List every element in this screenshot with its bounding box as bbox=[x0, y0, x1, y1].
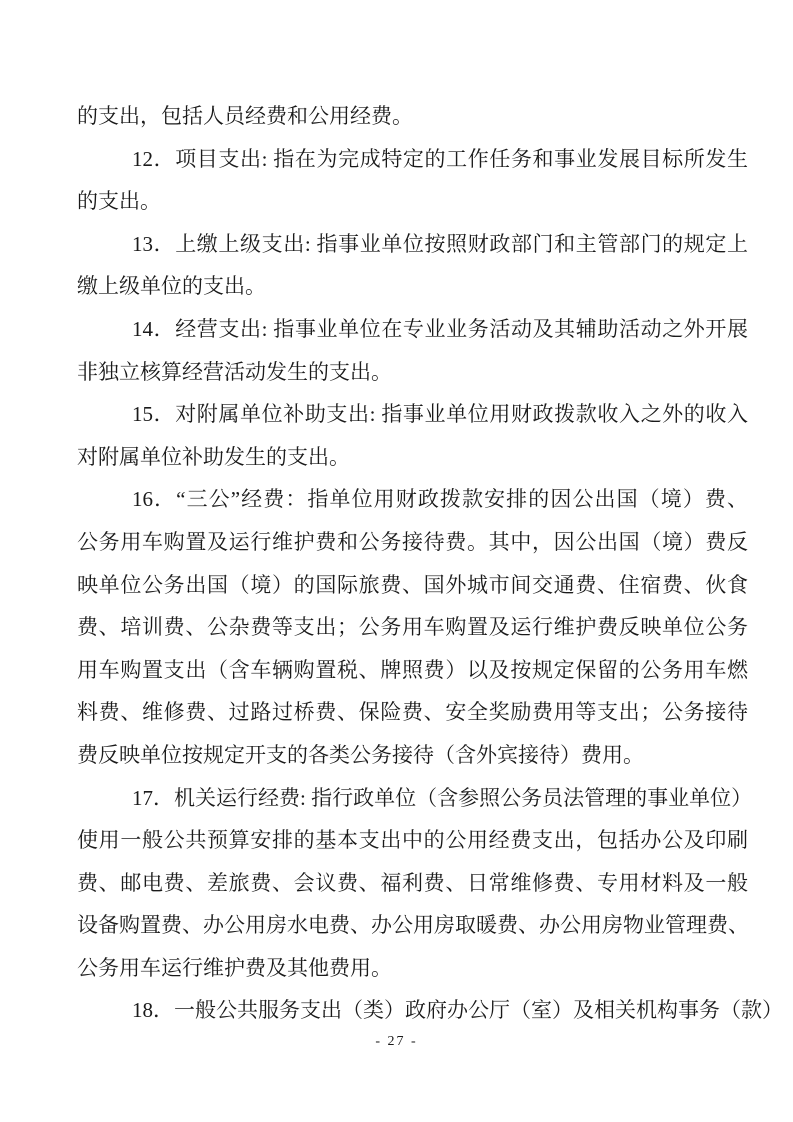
text-line: 公务用车购置及运行维护费和公务接待费。其中，因公出国（境）费反 bbox=[77, 529, 748, 554]
text-line: 的支出。 bbox=[77, 189, 161, 214]
text-line: 18．一般公共服务支出（类）政府办公厅（室）及相关机构事务（款） bbox=[132, 998, 783, 1023]
paragraph bbox=[77, 308, 748, 393]
text-line: 费、培训费、公杂费等支出；公务用车购置及运行维护费反映单位公务 bbox=[77, 615, 748, 640]
text-line: 的支出，包括人员经费和公用经费。 bbox=[77, 104, 413, 128]
paragraph bbox=[77, 95, 748, 138]
paragraph bbox=[77, 989, 783, 1032]
page-number: - 27 - bbox=[375, 1034, 418, 1049]
text-line: 缴上级单位的支出。 bbox=[77, 274, 266, 299]
text-line: 费反映单位按规定开支的各类公务接待（含外宾接待）费用。 bbox=[77, 742, 644, 767]
paragraph bbox=[77, 393, 748, 478]
paragraph bbox=[77, 138, 748, 223]
text-line: 用车购置支出（含车辆购置税、牌照费）以及按规定保留的公务用车燃 bbox=[77, 657, 748, 682]
text-line: 15．对附属单位补助支出: 指事业单位用财政拨款收入之外的收入 bbox=[132, 402, 748, 427]
text-line: 非独立核算经营活动发生的支出。 bbox=[77, 359, 392, 384]
text-line: 公务用车运行维护费及其他费用。 bbox=[77, 955, 392, 980]
text-line: 设备购置费、办公用房水电费、办公用房取暖费、办公用房物业管理费、 bbox=[77, 913, 749, 938]
text-line: 13．上缴上级支出: 指事业单位按照财政部门和主管部门的规定上 bbox=[132, 231, 748, 256]
text-line: 17．机关运行经费: 指行政单位（含参照公务员法管理的事业单位） bbox=[132, 785, 753, 810]
document-body bbox=[77, 95, 783, 1032]
paragraph bbox=[77, 223, 748, 308]
text-line: 料费、维修费、过路过桥费、保险费、安全奖励费用等支出；公务接待 bbox=[77, 700, 748, 725]
text-line: 使用一般公共预算安排的基本支出中的公用经费支出，包括办公及印刷 bbox=[77, 828, 748, 853]
text-line: 费、邮电费、差旅费、会议费、福利费、日常维修费、专用材料及一般 bbox=[77, 870, 748, 895]
text-line: 12．项目支出: 指在为完成特定的工作任务和事业发展目标所发生 bbox=[132, 146, 748, 171]
paragraph bbox=[77, 777, 753, 990]
text-line: 16．“三公”经费：指单位用财政拨款安排的因公出国（境）费、 bbox=[132, 487, 748, 512]
page-footer bbox=[0, 1034, 793, 1050]
text-line: 对附属单位补助发生的支出。 bbox=[77, 444, 350, 469]
text-line: 映单位公务出国（境）的国际旅费、国外城市间交通费、住宿费、伙食 bbox=[77, 572, 748, 597]
text-line: 14．经营支出: 指事业单位在专业业务活动及其辅助活动之外开展 bbox=[132, 316, 748, 341]
paragraph bbox=[77, 478, 748, 776]
